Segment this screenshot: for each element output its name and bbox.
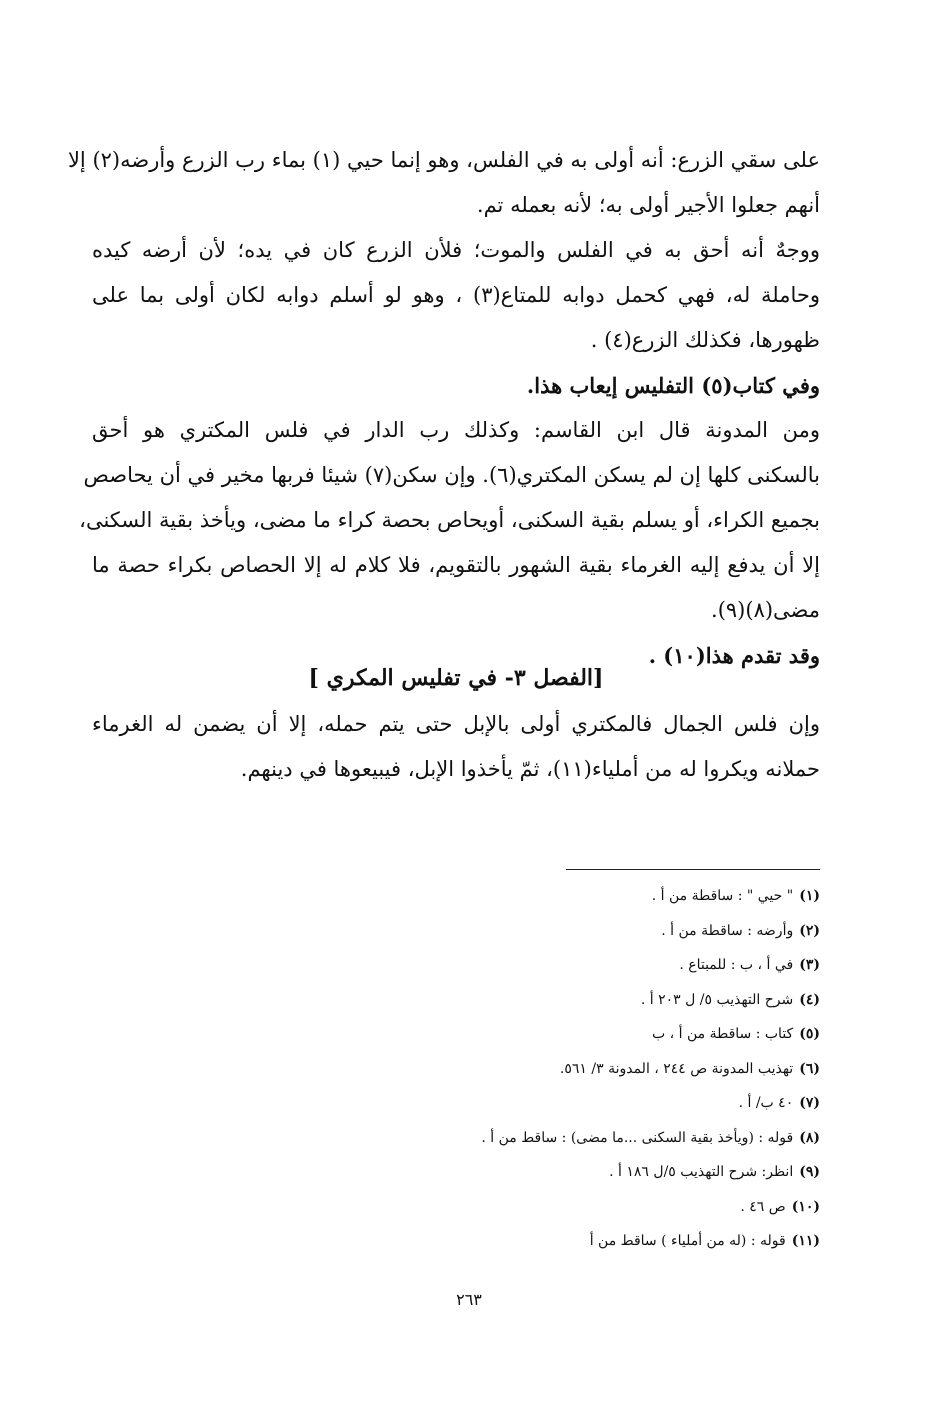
footnote <box>380 1224 820 1259</box>
footnote-number: (٩) <box>799 1164 820 1180</box>
text-line: وإن فلس الجمال فالمكتري أولى بالإبل حتى يتم حمله، إلا أن يضمن له الغرماء <box>92 712 820 736</box>
section-heading: [الفصل ٣- في تفليس المكري ] <box>308 665 604 691</box>
main-text <box>67 138 820 678</box>
footnote <box>380 1086 820 1121</box>
footnote-text: تهذيب المدونة ص ٢٤٤ ، المدونة ٣/ ٥٦١. <box>559 1060 794 1077</box>
text-line: وحاملة له، فهي كحمل دوابه للمتاع(٣) ، وهو لو أسلم دوابه لكان أولى بما على <box>92 283 820 307</box>
footnote-number: (٣) <box>799 957 820 973</box>
text-line: وفي كتاب(٥) التفليس إيعاب هذا. <box>526 373 820 398</box>
footnote-text: انظر: شرح التهذيب ٥/ل ١٨٦ أ . <box>609 1164 794 1180</box>
footnote-number: (١١) <box>791 1233 820 1249</box>
footnote <box>380 879 820 914</box>
footnote <box>380 1155 820 1190</box>
footnote-number: (٧) <box>799 1095 820 1111</box>
footnote-text: في أ ، ب : للمبتاع . <box>679 957 794 973</box>
footnote <box>380 914 820 949</box>
text-line: على سقي الزرع: أنه أولى به في الفلس، وهو إنما حيي (١) بماء رب الزرع وأرضه(٢) إلا <box>67 148 820 172</box>
text-line: أنهم جعلوا الأجير أولى به؛ لأنه بعمله تم. <box>476 193 820 217</box>
text-line: حملانه ويكروا له من أملياء(١١)، ثمّ يأخذوا الإبل، فيبيعوها في دينهم. <box>240 757 820 781</box>
footnote-number: (٥) <box>799 1026 820 1042</box>
footnote <box>380 948 820 983</box>
footnote-number: (٦) <box>799 1060 820 1077</box>
footnote-text: ص ٤٦ . <box>740 1198 786 1215</box>
footnote-number: (٢) <box>799 922 820 939</box>
text-line: ظهورها، فكذلك الزرع(٤) . <box>590 328 820 352</box>
text-line: مضى(٨)(٩). <box>711 598 820 622</box>
footnote-text: قوله : (ويأخذ بقية السكنى ...ما مضى) : ساقط من أ . <box>481 1129 794 1146</box>
footnote-text: " حيي " : ساقطة من أ . <box>651 888 794 904</box>
text-line: ومن المدونة قال ابن القاسم: وكذلك رب الدار في فلس المكتري هو أحق <box>92 418 820 442</box>
footnote-number: (١) <box>799 888 820 904</box>
footnote-number: (٤) <box>799 991 820 1008</box>
footnote-text: قوله : (له من أملياء ) ساقط من أ <box>589 1233 786 1249</box>
page-number: ٢٦٣ <box>456 1290 482 1309</box>
footnote <box>380 1121 820 1156</box>
footnote <box>380 1017 820 1052</box>
text-line: إلا أن يدفع إليه الغرماء بقية الشهور بالتقويم، فلا كلام له إلا الحصاص بكراء حصة ما <box>92 553 820 577</box>
footnote <box>380 1190 820 1225</box>
text-line: بجميع الكراء، أو يسلم بقية السكنى، أويحاص بحصة كراء ما مضى، ويأخذ بقية السكنى، <box>79 508 820 532</box>
footnote <box>380 983 820 1018</box>
footnote-text: كتاب : ساقطة من أ ، ب <box>652 1026 794 1042</box>
footnotes <box>380 879 820 1259</box>
main-text-continued <box>92 702 820 792</box>
text-line: ووجهٌ أنه أحق به في الفلس والموت؛ فلأن الزرع كان في يده؛ لأن أرضه كيده <box>92 238 820 262</box>
footnote-text: وأرضه : ساقطة من أ . <box>661 922 794 939</box>
footnote-text: شرح التهذيب ٥/ ل ٢٠٣ أ . <box>640 991 794 1008</box>
text-line: وقد تقدم هذا(١٠) . <box>648 643 820 668</box>
text-line: بالسكنى كلها إن لم يسكن المكتري(٦). وإن سكن(٧) شيئا فربها مخير في أن يحاصص <box>83 463 820 487</box>
footnote-number: (٨) <box>799 1129 820 1146</box>
footnote-number: (١٠) <box>791 1198 820 1215</box>
footnote-separator <box>566 869 820 870</box>
footnote-text: ٤٠ ب/ أ . <box>738 1095 794 1111</box>
footnote <box>380 1052 820 1087</box>
